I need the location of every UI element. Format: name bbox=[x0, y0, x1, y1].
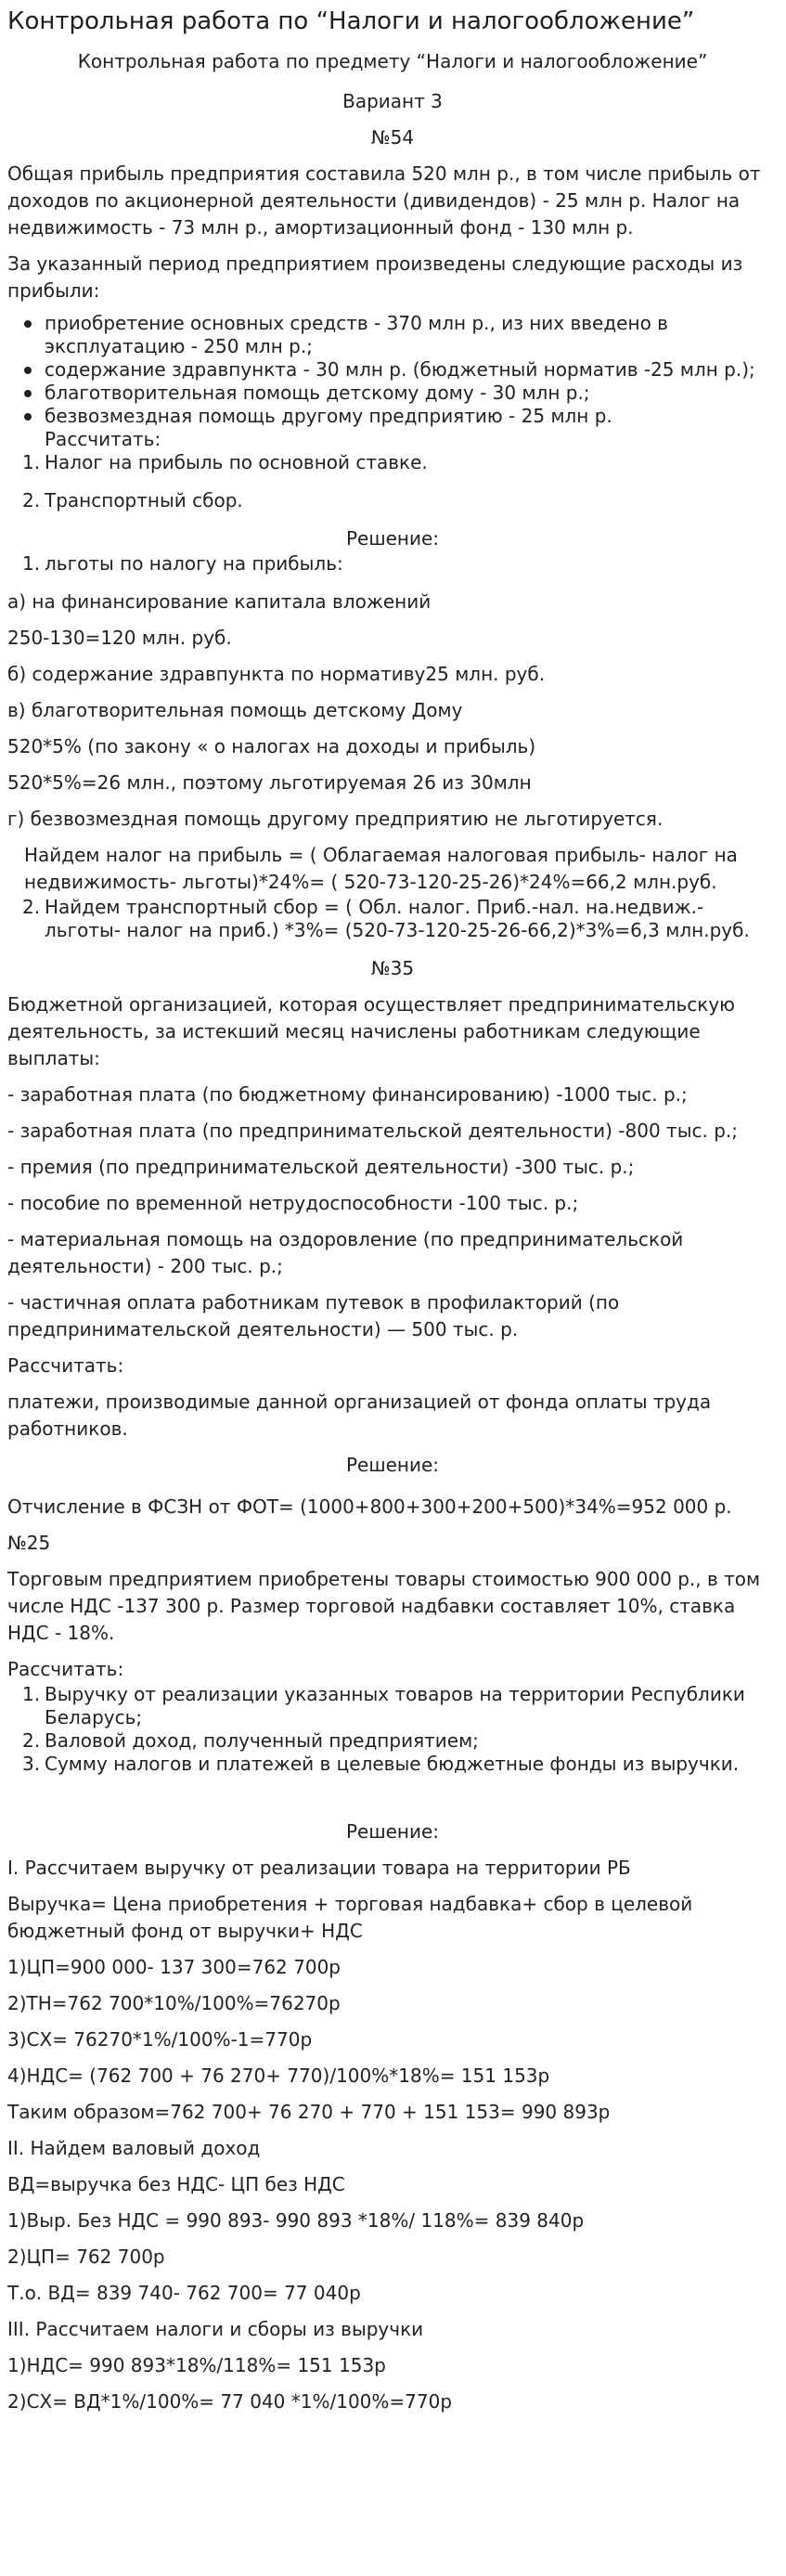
payment-item: - материальная помощь на оздоровление (по предпринимательской деятельности) - 200 тыс. р.; bbox=[7, 1228, 684, 1277]
list-item: безвозмездная помощь другому предприятию - 25 млн р. bbox=[45, 405, 778, 428]
list-item: 2. Найдем транспортный сбор = ( Обл. налог. Приб.-нал. на.недвиж.- льготы- налог на приб.) *3%= (520-73-120-25-26-66,2)*3%=6,3 млн.руб. bbox=[22, 896, 750, 941]
solution-line: б) содержание здравпункта по нормативу25 млн. руб. bbox=[7, 663, 546, 685]
task-25-intro: Торговым предприятием приобретены товары стоимостью 900 000 р., в том числе НДС -137 300 р. Размер торговой надбавки составляет 10%, ставка НДС - 18%. bbox=[7, 1568, 761, 1644]
task-25-solution-label: Решение: bbox=[345, 1820, 440, 1843]
document bbox=[7, 0, 778, 2415]
solution-line: III. Рассчитаем налоги и сборы из выручки bbox=[7, 2318, 424, 2340]
payment-item: - заработная плата (по предпринимательской деятельности) -800 тыс. р.; bbox=[7, 1120, 738, 1142]
profit-tax-line: Найдем налог на прибыль = ( Облагаемая налоговая прибыль- налог на недвижимость- льготы)*24%= ( 520-73-120-25-26)*24%=66,2 млн.руб. bbox=[24, 844, 738, 893]
solution-line: 520*5%=26 млн., поэтому льготируемая 26 из 30млн bbox=[7, 771, 532, 794]
bullet-icon bbox=[24, 413, 32, 421]
list-item: 2. Валовой доход, полученный предприятием; bbox=[22, 1729, 479, 1752]
payment-item: - премия (по предпринимательской деятельности) -300 тыс. р.; bbox=[7, 1156, 635, 1178]
payment-item: - заработная плата (по бюджетному финансированию) -1000 тыс. р.; bbox=[7, 1083, 688, 1106]
task-54-para1: Общая прибыль предприятия составила 520 млн р., в том числе прибыль от доходов по акционерной деятельности (дивидендов) - 25 млн р. Налог на недвижимость - 73 млн р., амортизационный фонд - 130 млн р. bbox=[7, 162, 761, 239]
task-54-tasks bbox=[7, 451, 778, 512]
solution-line: ВД=выручка без НДС- ЦП без НДС bbox=[7, 2173, 345, 2195]
bullet-icon bbox=[24, 320, 32, 328]
task-35-calc-label: Рассчитать: bbox=[7, 1354, 124, 1377]
task-25-number: №25 bbox=[7, 1532, 51, 1554]
solution-line: 1)Выр. Без НДС = 990 893- 990 893 *18%/ 118%= 839 840р bbox=[7, 2209, 585, 2232]
solution-line: 520*5% (по закону « о налогах на доходы и прибыль) bbox=[7, 735, 536, 757]
task-35-number: №35 bbox=[370, 957, 415, 979]
task-25-tasks bbox=[7, 1683, 778, 1776]
task-35-solution-label: Решение: bbox=[345, 1454, 440, 1476]
solution-line: 1)НДС= 990 893*18%/118%= 151 153р bbox=[7, 2354, 386, 2376]
task-54-para2: За указанный период предприятием произведены следующие расходы из прибыли: bbox=[7, 252, 743, 302]
bullet-icon bbox=[24, 367, 32, 374]
variant-label: Вариант 3 bbox=[342, 90, 443, 112]
task-35-calc-text: платежи, производимые данной организацией от фонда оплаты труда работников. bbox=[7, 1391, 712, 1440]
solution-line: Выручка= Цена приобретения + торговая надбавка+ сбор в целевой бюджетный фонд от выручки+ НДС bbox=[7, 1893, 693, 1942]
solution-line: 2)СХ= ВД*1%/100%= 77 040 *1%/100%=770р bbox=[7, 2390, 453, 2413]
solution-line: 3)СХ= 76270*1%/100%-1=770р bbox=[7, 2028, 313, 2051]
task-54-solution-label: Решение: bbox=[345, 527, 440, 550]
subtitle: Контрольная работа по предмету “Налоги и налогообложение” bbox=[77, 50, 708, 72]
solution-line: 2)ТН=762 700*10%/100%=76270р bbox=[7, 1992, 341, 2014]
task-35-solution: Отчисление в ФСЗН от ФОТ= (1000+800+300+200+500)*34%=952 000 р. bbox=[7, 1495, 732, 1518]
list-item: приобретение основных средств - 370 млн р., из них введено в эксплуатацию - 250 млн р.; bbox=[45, 312, 778, 358]
solution-line: I. Рассчитаем выручку от реализации товара на территории РБ bbox=[7, 1857, 631, 1879]
bullet-icon bbox=[24, 390, 32, 397]
list-item: 1. Налог на прибыль по основной ставке. bbox=[22, 451, 428, 473]
solution-line: 250-130=120 млн. руб. bbox=[7, 627, 232, 649]
solution-line: 4)НДС= (762 700 + 76 270+ 770)/100%*18%= 151 153р bbox=[7, 2065, 550, 2087]
list-item: благотворительная помощь детскому дому - 30 млн р.; bbox=[45, 382, 778, 405]
list-item: содержание здравпункта - 30 млн р. (бюджетный норматив -25 млн р.); bbox=[45, 358, 778, 382]
solution-line: 2)ЦП= 762 700р bbox=[7, 2246, 165, 2268]
solution-line: г) безвозмездная помощь другому предприятию не льготируется. bbox=[7, 808, 664, 830]
task-54-number: №54 bbox=[370, 126, 415, 149]
list-item: 2. Транспортный сбор. bbox=[22, 489, 243, 511]
solution-line: Т.о. ВД= 839 740- 762 700= 77 040р bbox=[7, 2282, 361, 2304]
list-item: 1. Выручку от реализации указанных товаров на территории Республики Беларусь; bbox=[22, 1683, 745, 1728]
task-25-calc-label: Рассчитать: bbox=[7, 1658, 124, 1680]
task-35-intro: Бюджетной организацией, которая осуществляет предпринимательскую деятельность, за истекший месяц начислены работникам следующие выплаты: bbox=[7, 993, 735, 1069]
list-item: 1. льготы по налогу на прибыль: bbox=[22, 552, 343, 575]
page-title: Контрольная работа по “Налоги и налогообложение” bbox=[7, 7, 695, 35]
spacer bbox=[7, 1776, 778, 1819]
task-54-calc-label: Рассчитать: bbox=[45, 428, 161, 450]
expense-list bbox=[7, 312, 778, 428]
solution-line: а) на финансирование капитала вложений bbox=[7, 590, 432, 613]
transport-fee-item bbox=[7, 896, 778, 942]
solution-line: в) благотворительная помощь детскому Дому bbox=[7, 699, 463, 721]
task-54-solution-item bbox=[7, 552, 778, 576]
solution-line: II. Найдем валовый доход bbox=[7, 2137, 261, 2159]
solution-line: Таким образом=762 700+ 76 270 + 770 + 151 153= 990 893р bbox=[7, 2101, 611, 2123]
solution-line: 1)ЦП=900 000- 137 300=762 700р bbox=[7, 1956, 341, 1978]
payment-item: - пособие по временной нетрудоспособности -100 тыс. р.; bbox=[7, 1192, 579, 1214]
list-item: 3. Сумму налогов и платежей в целевые бюджетные фонды из выручки. bbox=[22, 1753, 740, 1775]
payment-item: - частичная оплата работникам путевок в профилакторий (по предпринимательской деятельности) — 500 тыс. р. bbox=[7, 1291, 620, 1340]
